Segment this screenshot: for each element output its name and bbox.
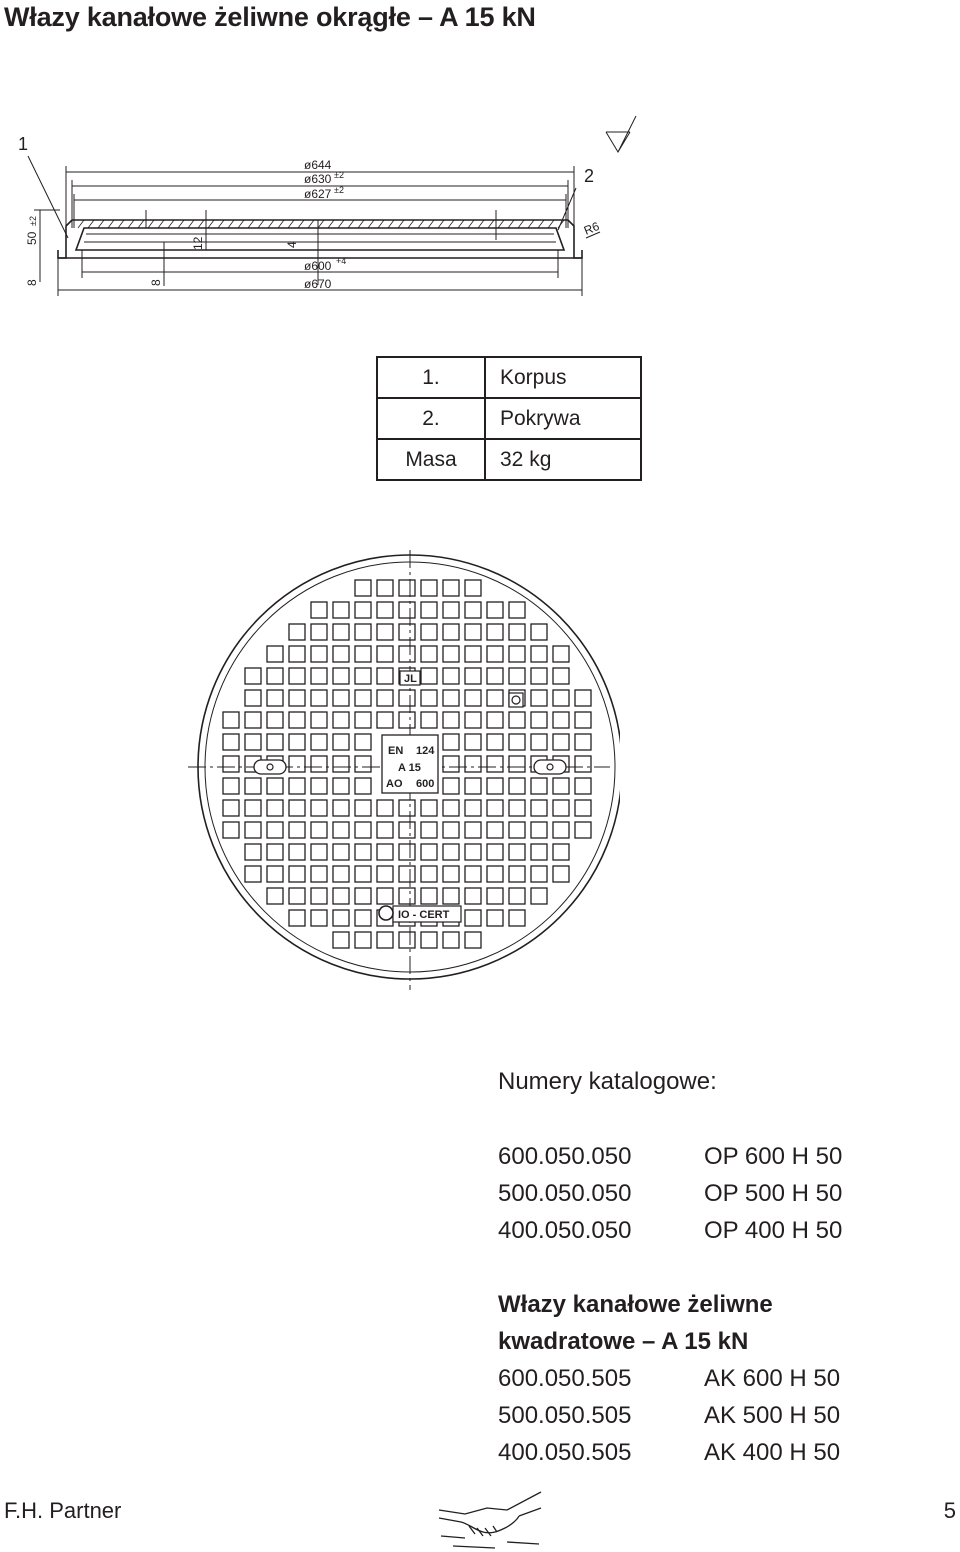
page-title: Włazy kanałowe żeliwne okrągłe – A 15 kN (4, 2, 536, 32)
grid-cell (267, 888, 283, 904)
grid-cell (487, 800, 503, 816)
grid-cell (311, 690, 327, 706)
grid-cell (531, 690, 547, 706)
dim-670: ø670 (304, 277, 332, 291)
square-row (498, 1397, 840, 1434)
leader-line-2 (558, 188, 576, 230)
grid-cell (267, 646, 283, 662)
grid-cell (355, 668, 371, 684)
cross-section-svg (0, 110, 660, 310)
grid-cell (421, 888, 437, 904)
grid-cell (575, 822, 591, 838)
grid-cell (399, 822, 415, 838)
grid-cell (333, 866, 349, 882)
grid-cell (355, 932, 371, 948)
grid-cell (531, 734, 547, 750)
grid-cell (377, 624, 393, 640)
grid-cell (553, 822, 569, 838)
grid-cell (289, 910, 305, 926)
grid-cell (245, 690, 261, 706)
grid-cell (311, 646, 327, 662)
grid-cell (333, 910, 349, 926)
catalog-name: OP 400 H 50 (704, 1217, 843, 1244)
dim-r6: R6 (581, 219, 602, 238)
ao-label: AO (386, 778, 403, 790)
grid-cell (333, 888, 349, 904)
grid-cell (355, 734, 371, 750)
square-name: AK 600 H 50 (704, 1365, 841, 1392)
grid-cell (311, 844, 327, 860)
grid-cell (289, 734, 305, 750)
grid-cell (487, 822, 503, 838)
grid-cell (487, 888, 503, 904)
grid-cell (245, 800, 261, 816)
grid-cell (355, 712, 371, 728)
grid-cell (531, 646, 547, 662)
grid-cell (355, 866, 371, 882)
grid-cell (355, 910, 371, 926)
grid-cell (509, 646, 525, 662)
grid-cell (333, 646, 349, 662)
square-code: 500.050.505 (498, 1402, 632, 1429)
grid-cell (421, 602, 437, 618)
grid-cell (465, 690, 481, 706)
grid-cell (509, 910, 525, 926)
grid-cell (443, 866, 459, 882)
grid-cell (223, 712, 239, 728)
grid-cell (421, 866, 437, 882)
grid-cell (487, 734, 503, 750)
badge-icon (509, 693, 523, 707)
grid-cell (509, 602, 525, 618)
dim-600: ø600 (304, 259, 332, 273)
grid-cell (311, 712, 327, 728)
grid-cell (443, 778, 459, 794)
catalog-name: OP 600 H 50 (704, 1143, 843, 1170)
grid-cell (267, 712, 283, 728)
grid-cell (443, 602, 459, 618)
grid-cell (443, 844, 459, 860)
grid-cell (289, 888, 305, 904)
grid-cell (399, 712, 415, 728)
grid-cell (311, 756, 327, 772)
grid-cell (333, 778, 349, 794)
grid-cell (465, 712, 481, 728)
cert-label: IO - CERT (398, 909, 450, 921)
grid-cell (421, 580, 437, 596)
grid-cell (421, 624, 437, 640)
grid-cell (311, 734, 327, 750)
grid-cell (311, 800, 327, 816)
grid-cell (465, 624, 481, 640)
square-code: 400.050.505 (498, 1439, 632, 1466)
grid-cell (553, 668, 569, 684)
square-heading-line2: kwadratowe – A 15 kN (498, 1328, 749, 1355)
grid-cell (443, 624, 459, 640)
grid-cell (223, 756, 239, 772)
grid-cell (399, 624, 415, 640)
grid-cell (289, 712, 305, 728)
square-covers-section (498, 1286, 840, 1471)
grid-cell (377, 646, 393, 662)
grid-cell (575, 734, 591, 750)
grid-cell (289, 822, 305, 838)
grid-cell (443, 932, 459, 948)
square-code: 600.050.505 (498, 1365, 632, 1392)
legend-key: 1. (377, 357, 485, 398)
grid-cell (223, 800, 239, 816)
grid-cell (289, 800, 305, 816)
grid-cell (509, 866, 525, 882)
page-number: 5 (943, 1498, 956, 1523)
grid-cell (487, 646, 503, 662)
grid-cell (531, 800, 547, 816)
grid-cell (289, 866, 305, 882)
catalog-row (498, 1175, 842, 1212)
grid-cell (465, 602, 481, 618)
grid-cell (355, 646, 371, 662)
grid-cell (267, 800, 283, 816)
grid-cell (531, 866, 547, 882)
grid-cell (245, 866, 261, 882)
grid-cell (289, 646, 305, 662)
grid-cell (399, 800, 415, 816)
grid-cell (377, 822, 393, 838)
grid-cell (421, 712, 437, 728)
legend-row (377, 357, 641, 398)
grid-cell (553, 844, 569, 860)
grid-cell (377, 888, 393, 904)
part-label-2: 2 (584, 166, 595, 186)
grid-cell (399, 844, 415, 860)
grid-cell (509, 822, 525, 838)
dim-12: 12 (191, 236, 205, 250)
grid-cell (465, 668, 481, 684)
grid-cell (267, 866, 283, 882)
grid-cell (333, 932, 349, 948)
legend-value: Korpus (485, 357, 641, 398)
grid-cell (289, 778, 305, 794)
grid-cell (553, 646, 569, 662)
manhole-cover-svg (180, 545, 620, 995)
grid-cell (333, 690, 349, 706)
grid-cell (333, 712, 349, 728)
grid-cell (487, 866, 503, 882)
catalog-row (498, 1138, 842, 1175)
grid-cell (311, 668, 327, 684)
grid-cell (355, 778, 371, 794)
grid-cell (421, 844, 437, 860)
grid-cell (245, 734, 261, 750)
grid-cell (575, 712, 591, 728)
grid-cell (531, 668, 547, 684)
class-label: A 15 (398, 762, 421, 774)
grid-cell (443, 668, 459, 684)
grid-cell (553, 734, 569, 750)
catalog-heading: Numery katalogowe: (498, 1068, 717, 1095)
grid-cell (355, 888, 371, 904)
grid-cell (465, 778, 481, 794)
catalog-code: 600.050.050 (498, 1143, 632, 1170)
grid-cell (509, 712, 525, 728)
part-label-1: 1 (18, 134, 29, 154)
dim-630: ø630 (304, 172, 332, 186)
grid-cell (553, 712, 569, 728)
grid-cell (575, 800, 591, 816)
grid-cell (465, 866, 481, 882)
grid-cell (399, 866, 415, 882)
grid-cell (267, 668, 283, 684)
cross-section-drawing (0, 110, 660, 310)
grid-cell (575, 756, 591, 772)
grid-cell (421, 668, 437, 684)
legend-row (377, 439, 641, 480)
grid-cell (311, 624, 327, 640)
grid-cell (465, 844, 481, 860)
grid-cell (289, 668, 305, 684)
grid-cell (311, 778, 327, 794)
dim-8-left: 8 (25, 279, 39, 286)
dim-50: 50 (25, 231, 39, 245)
grid-cell (443, 690, 459, 706)
en-number: 124 (416, 745, 435, 757)
square-name: AK 400 H 50 (704, 1439, 841, 1466)
catalog-code: 400.050.050 (498, 1217, 632, 1244)
grid-cell (553, 800, 569, 816)
grid-cell (355, 822, 371, 838)
grid-cell (465, 932, 481, 948)
grid-cell (531, 822, 547, 838)
grid-cell (465, 800, 481, 816)
grid-cell (377, 690, 393, 706)
grid-cell (531, 844, 547, 860)
surface-symbol-icon (606, 116, 636, 152)
grid-cell (575, 778, 591, 794)
grid-cell (377, 712, 393, 728)
grid-cell (509, 888, 525, 904)
grid-cell (487, 712, 503, 728)
grid-cell (421, 690, 437, 706)
grid-cell (223, 778, 239, 794)
grid-cell (509, 800, 525, 816)
grid-cell (487, 844, 503, 860)
en-label: EN (388, 745, 404, 757)
grid-cell (267, 822, 283, 838)
grid-cell (443, 734, 459, 750)
grid-cell (487, 668, 503, 684)
grid-cell (311, 822, 327, 838)
grid-cell (333, 734, 349, 750)
grid-cell (355, 602, 371, 618)
grid-cell (399, 580, 415, 596)
grid-cell (487, 778, 503, 794)
catalog-code: 500.050.050 (498, 1180, 632, 1207)
square-row (498, 1360, 840, 1397)
grid-cell (245, 822, 261, 838)
manhole-cover-drawing (180, 545, 620, 995)
grid-cell (443, 646, 459, 662)
grid-cell (311, 602, 327, 618)
grid-cell (443, 580, 459, 596)
grid-cell (465, 580, 481, 596)
grid-cell (245, 844, 261, 860)
legend-key: Masa (377, 439, 485, 480)
grid-cell (465, 646, 481, 662)
grid-cell (355, 800, 371, 816)
dim-4: 4 (285, 241, 299, 248)
legend-value: Pokrywa (485, 398, 641, 439)
grid-cell (465, 822, 481, 838)
grid-cell (553, 866, 569, 882)
dim-627: ø627 (304, 187, 332, 201)
handshake-logo-icon (435, 1488, 545, 1550)
grid-cell (245, 778, 261, 794)
grid-cell (355, 624, 371, 640)
grid-cell (333, 756, 349, 772)
square-heading-line1: Włazy kanałowe żeliwne (498, 1291, 773, 1318)
grid-cell (509, 734, 525, 750)
grid-cell (399, 646, 415, 662)
legend-value: 32 kg (485, 439, 641, 480)
grid-cell (465, 734, 481, 750)
grid-cell (531, 712, 547, 728)
grid-cell (333, 624, 349, 640)
grid-cell (333, 668, 349, 684)
square-name: AK 500 H 50 (704, 1402, 841, 1429)
dim-8-inner: 8 (149, 279, 163, 286)
grid-cell (267, 734, 283, 750)
square-row (498, 1434, 840, 1471)
grid-cell (289, 844, 305, 860)
grid-cell (443, 822, 459, 838)
grid-cell (333, 822, 349, 838)
legend-key: 2. (377, 398, 485, 439)
grid-cell (245, 712, 261, 728)
grid-cell (443, 800, 459, 816)
keyhole-right-icon (534, 760, 566, 774)
grid-cell (509, 668, 525, 684)
grid-cell (487, 624, 503, 640)
grid-cell (487, 690, 503, 706)
grid-cell (355, 580, 371, 596)
tol-627: ±2 (334, 185, 344, 195)
grid-cell (377, 668, 393, 684)
ao-number: 600 (416, 778, 435, 790)
grid-cell (377, 866, 393, 882)
grid-cell (399, 932, 415, 948)
grid-cell (531, 624, 547, 640)
grid-cell (421, 822, 437, 838)
grid-cell (443, 756, 459, 772)
grid-cell (487, 756, 503, 772)
grid-cell (553, 690, 569, 706)
legend-row (377, 398, 641, 439)
grid-cell (443, 888, 459, 904)
grid-cell (333, 800, 349, 816)
grid-cell (421, 932, 437, 948)
grid-cell (531, 778, 547, 794)
grid-cell (267, 778, 283, 794)
keyhole-left-icon (254, 760, 286, 774)
grid-cell (289, 690, 305, 706)
grid-cell (355, 844, 371, 860)
grid-cell (553, 778, 569, 794)
grid-cell (377, 800, 393, 816)
catalog-row (498, 1212, 842, 1249)
catalog-name: OP 500 H 50 (704, 1180, 843, 1207)
grid-cell (311, 910, 327, 926)
grid-cell (267, 844, 283, 860)
grid-cell (465, 888, 481, 904)
brand-mark: JL (404, 673, 417, 685)
grid-cell (333, 602, 349, 618)
grid-cell (355, 756, 371, 772)
grid-cell (289, 624, 305, 640)
grid-cell (377, 844, 393, 860)
grid-cell (509, 844, 525, 860)
grid-cell (289, 756, 305, 772)
grid-cell (509, 756, 525, 772)
tol-600: +4 (336, 256, 347, 266)
grid-cell (509, 778, 525, 794)
grid-cell (355, 690, 371, 706)
tol-630: ±2 (334, 170, 344, 180)
grid-cell (377, 932, 393, 948)
dim-644: ø644 (304, 158, 332, 172)
grid-cell (377, 580, 393, 596)
grid-cell (223, 734, 239, 750)
grid-cell (421, 800, 437, 816)
footer-company: F.H. Partner (4, 1498, 122, 1523)
grid-cell (399, 602, 415, 618)
grid-cell (245, 668, 261, 684)
grid-cell (311, 866, 327, 882)
tol-50: ±2 (28, 216, 38, 226)
grid-cell (509, 624, 525, 640)
grid-cell (487, 602, 503, 618)
parts-legend-table (376, 356, 642, 481)
catalog-list (498, 1138, 842, 1249)
grid-cell (421, 646, 437, 662)
grid-cell (333, 844, 349, 860)
grid-cell (465, 756, 481, 772)
grid-cell (377, 602, 393, 618)
grid-cell (487, 910, 503, 926)
grid-cell (465, 910, 481, 926)
grid-cell (311, 888, 327, 904)
grid-cell (267, 690, 283, 706)
cert-logo-icon (379, 906, 393, 920)
grid-cell (443, 712, 459, 728)
grid-cell (399, 888, 415, 904)
grid-cell (575, 690, 591, 706)
grid-cell (399, 690, 415, 706)
grid-cell (223, 822, 239, 838)
grid-cell (531, 888, 547, 904)
